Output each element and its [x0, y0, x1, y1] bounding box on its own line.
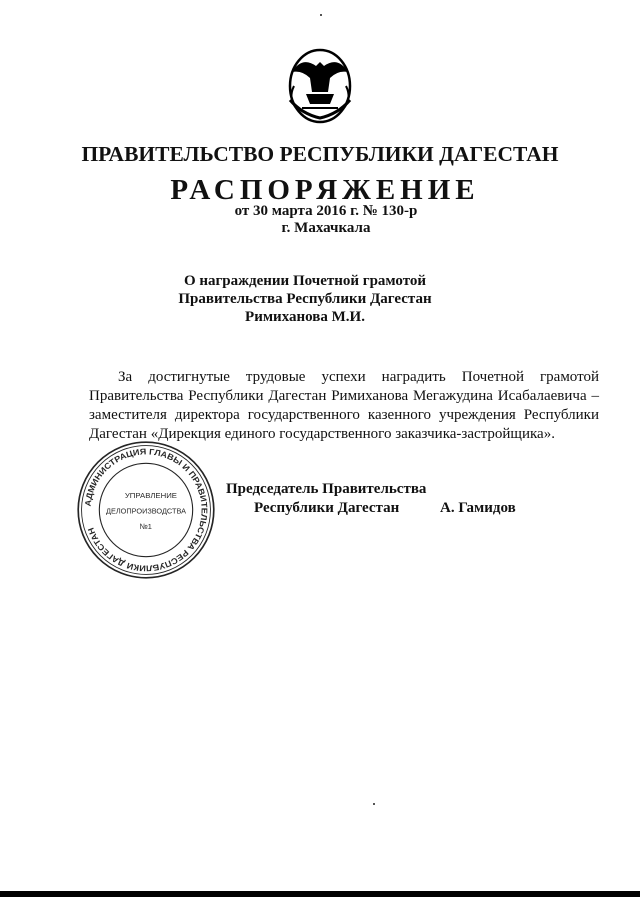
stamp-line1: УПРАВЛЕНИЕ — [124, 490, 177, 500]
subject-line: О награждении Почетной грамотой — [183, 273, 427, 289]
government-name: ПРАВИТЕЛЬСТВО РЕСПУБЛИКИ ДАГЕСТАН — [81, 142, 559, 166]
signatory-title-line2: Республики Дагестан — [254, 500, 400, 516]
document-type: РАСПОРЯЖЕНИЕ — [170, 174, 480, 206]
subject-line: Римиханова М.И. — [245, 309, 365, 325]
signatory-title-line1: Председатель Правительства — [226, 481, 427, 497]
date-number: от 30 марта 2016 г. № 130-р — [234, 203, 418, 219]
coat-of-arms-emblem — [272, 42, 368, 126]
stamp-ring-text: АДМИНИСТРАЦИЯ ГЛАВЫ И ПРАВИТЕЛЬСТВА РЕСПУБЛИКИ ДАГЕСТАН — [82, 446, 210, 574]
scan-speck — [373, 803, 375, 805]
stamp-line3: №1 — [139, 521, 152, 531]
scan-border-bottom — [0, 891, 640, 897]
official-stamp — [76, 440, 216, 580]
body-paragraph: За достигнутые трудовые успехи наградить Почетной грамотой Правительства Республики Дагестан Римиханова Мегажудина Исабалаевича – заместителя директора государственного казенного учреждения Республики Дагестан «Дирекция единого государственного заказчика-застройщика». — [89, 369, 599, 442]
city: г. Махачкала — [281, 220, 371, 236]
subject-heading — [160, 272, 450, 326]
signatory-name: А. Гамидов — [440, 500, 516, 516]
subject-line: Правительства Республики Дагестан — [178, 291, 432, 307]
stamp-line2: ДЕЛОПРОИЗВОДСТВА — [106, 506, 187, 516]
scan-speck — [320, 14, 322, 16]
